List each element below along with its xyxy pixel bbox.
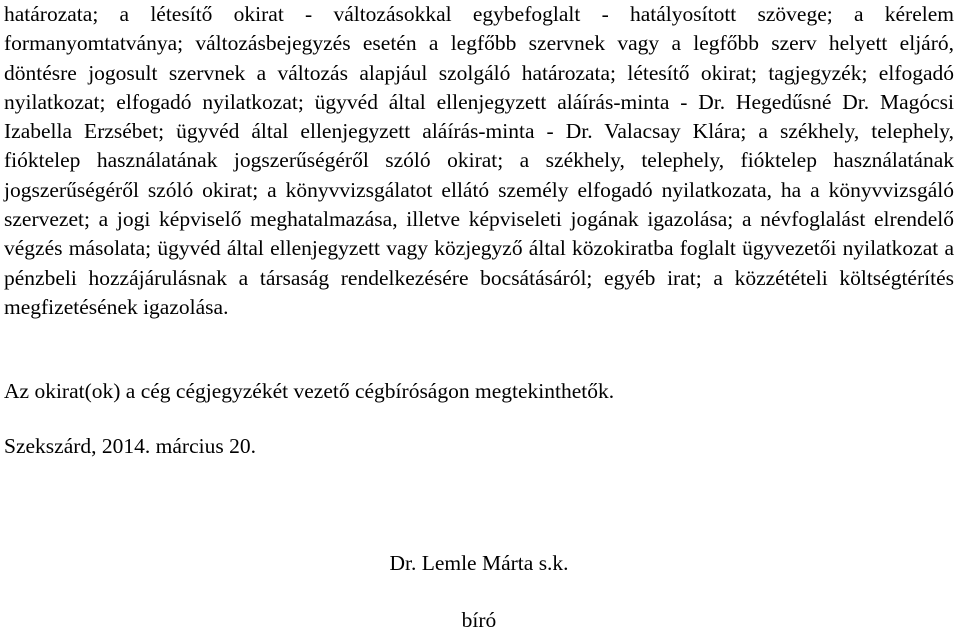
inspection-note: Az okirat(ok) a cég cégjegyzékét vezető cégbíróságon megtekinthetők.: [4, 379, 615, 403]
signatory-title: bíró: [461, 608, 497, 632]
place-and-date: Szekszárd, 2014. március 20.: [4, 434, 256, 458]
signatory-name: Dr. Lemle Márta s.k.: [389, 551, 569, 575]
document-body-paragraph: határozata; a létesítő okirat - változásokkal egybefoglalt - hatályosított szövege; a kérelem formanyomtatványa; változásbejegyzés esetén a legfőbb szervnek vagy a legfőbb szerv helyett eljáró, döntésre jogosult szervnek a változás alapjául szolgáló határozata; létesítő okirat; tagjegyzék; elfogadó nyilatkozat; elfogadó nyilatkozat; ügyvéd által ellenjegyzett aláírás-minta - Dr. Hegedűsné Dr. Magócsi Izabella Erzsébet; ügyvéd által ellenjegyzett aláírás-minta - Dr. Valacsay Klára; a székhely, telephely, fióktelep használatának jogszerűségéről szóló okirat; a székhely, telephely, fióktelep használatának jogszerűségéről szóló okirat; a könyvvizsgálatot ellátó személy elfogadó nyilatkozata, ha a könyvvizsgáló szervezet; a jogi képviselő meghatalmazása, illetve képviseleti jogának igazolása; a névfoglalást elrendelő végzés másolata; ügyvéd által ellenjegyzett vagy közjegyző által közokiratba foglalt ügyvezetői nyilatkozat a pénzbeli hozzájárulásnak a társaság rendelkezésére bocsátásáról; egyéb irat; a közzétételi költségtérítés megfizetésének igazolása.: [4, 2, 954, 319]
document-page: [4, 0, 954, 632]
